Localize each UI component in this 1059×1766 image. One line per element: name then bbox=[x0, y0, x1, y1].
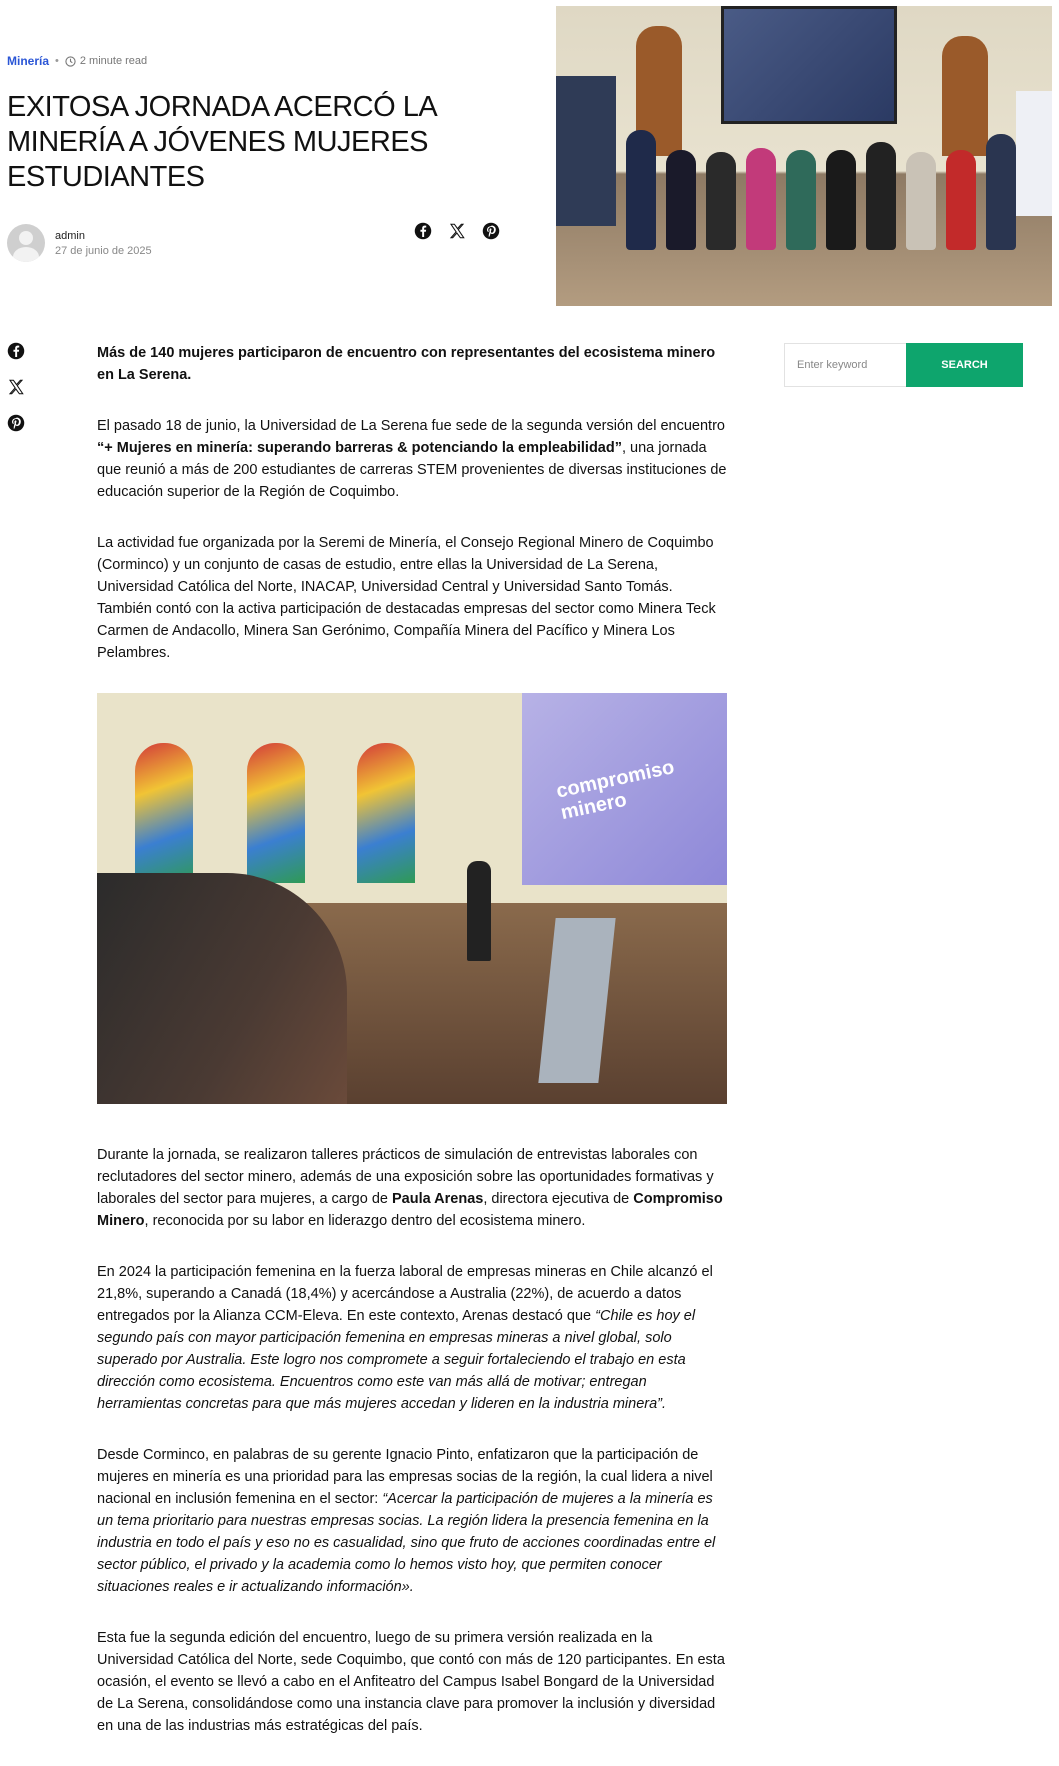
article-paragraph bbox=[97, 1444, 729, 1598]
x-icon[interactable] bbox=[7, 378, 25, 396]
text-bold: “+ Mujeres en minería: superando barreras & potenciando la empleabilidad” bbox=[97, 440, 622, 456]
text-run: En 2024 la participación femenina en la fuerza laboral de empresas mineras en Chile alcanzó el 21,8%, superando a Canadá (18,4%) y acercándose a Australia (22%), de acuerdo a datos entregados por la Alianza CCM-Eleva. En este contexto, Arenas destacó que bbox=[97, 1264, 713, 1324]
read-time-label: 2 minute read bbox=[79, 55, 148, 67]
pinterest-icon[interactable] bbox=[7, 414, 25, 432]
quote-text: “Chile es hoy el segundo país con mayor participación femenina en empresas mineras a nivel global, solo superado por Australia. Este logro nos compromete a seguir fortaleciendo el trabajo en esta dirección como ecosistema. Encuentros como este van más allá de motivar; entregan herramientas concretas para que más mujeres accedan y lideren en la industria minera”. bbox=[97, 1308, 696, 1412]
article-lead: Más de 140 mujeres participaron de encuentro con representantes del ecosistema minero en La Serena. bbox=[97, 345, 716, 383]
post-meta bbox=[7, 54, 147, 68]
search-widget bbox=[784, 343, 1023, 387]
facebook-icon[interactable] bbox=[7, 342, 25, 360]
text-run: Durante la jornada, se realizaron talleres prácticos de simulación de entrevistas laborales con reclutadores del sector minero, además de una exposición sobre las oportunidades formativas y laborales del sector para mujeres, a cargo de bbox=[97, 1147, 714, 1207]
article-body bbox=[97, 342, 729, 1766]
hero-image bbox=[556, 6, 1052, 306]
meta-separator: • bbox=[55, 55, 59, 67]
text-run: Desde Corminco, en palabras de su gerente Ignacio Pinto, enfatizaron que la participación de mujeres en minería es una prioridad para las empresas socias de la región, la cual lidera a nivel nacional en inclusión femenina en el sector: bbox=[97, 1447, 713, 1507]
avatar[interactable] bbox=[7, 224, 45, 262]
read-time bbox=[65, 55, 147, 67]
article-paragraph: Esta fue la segunda edición del encuentro, luego de su primera versión realizada en la Universidad Católica del Norte, sede Coquimbo, que contó con más de 120 participantes. En esta ocasión, el evento se llevó a cabo en el Anfiteatro del Campus Isabel Bongard de la Universidad de La Serena, consolidándose como una instancia clave para promover la inclusión y diversidad en una de las industrias más estratégicas del país. bbox=[97, 1630, 725, 1734]
page-title: EXITOSA JORNADA ACERCÓ LA MINERÍA A JÓVENES MUJERES ESTUDIANTES bbox=[7, 91, 436, 193]
text-bold: Compromiso Minero bbox=[97, 1191, 723, 1229]
article-paragraph bbox=[97, 415, 729, 503]
text-run: , directora ejecutiva de bbox=[483, 1191, 634, 1207]
pinterest-icon[interactable] bbox=[482, 222, 500, 240]
text-run: El pasado 18 de junio, la Universidad de La Serena fue sede de la segunda versión del encuentro bbox=[97, 418, 725, 434]
text-run: , una jornada que reunió a más de 200 estudiantes de carreras STEM provenientes de diversas instituciones de educación superior de la Región de Coquimbo. bbox=[97, 440, 727, 500]
share-bar-side bbox=[7, 342, 25, 432]
quote-text: “Acercar la participación de mujeres a la minería es un tema prioritario para nuestras empresas socias. La región lidera la presencia femenina en la industria en todo el país y eso no es casualidad, sino que fruto de acciones coordinadas entre el sector público, el privado y la academia como lo hemos visto hoy, que permiten conocer situaciones reales e ir actualizando información». bbox=[97, 1491, 716, 1595]
share-bar-top bbox=[414, 222, 500, 240]
author-name[interactable]: admin bbox=[55, 229, 85, 242]
category-link[interactable]: Minería bbox=[7, 54, 50, 68]
x-icon[interactable] bbox=[448, 222, 466, 240]
projector-screen-text: compromiso minero bbox=[554, 756, 677, 825]
post-date: 27 de junio de 2025 bbox=[55, 244, 152, 257]
article-paragraph bbox=[97, 1144, 729, 1232]
article-photo bbox=[97, 693, 727, 1104]
search-input[interactable] bbox=[784, 343, 906, 387]
clock-icon bbox=[65, 56, 76, 67]
author-block bbox=[7, 224, 152, 262]
article-paragraph: La actividad fue organizada por la Seremi de Minería, el Consejo Regional Minero de Coquimbo (Corminco) y un conjunto de casas de estudio, entre ellas la Universidad de La Serena, Universidad Católica del Norte, INACAP, Universidad Central y Universidad Santo Tomás. También contó con la activa participación de destacadas empresas del sector como Minera Teck Carmen de Andacollo, Minera San Gerónimo, Compañía Minera del Pacífico y Minera Los Pelambres. bbox=[97, 535, 716, 661]
text-run: , reconocida por su labor en liderazgo dentro del ecosistema minero. bbox=[144, 1213, 586, 1229]
facebook-icon[interactable] bbox=[414, 222, 432, 240]
search-button[interactable]: SEARCH bbox=[906, 343, 1023, 387]
article-paragraph bbox=[97, 1261, 729, 1415]
text-bold: Paula Arenas bbox=[392, 1191, 484, 1207]
